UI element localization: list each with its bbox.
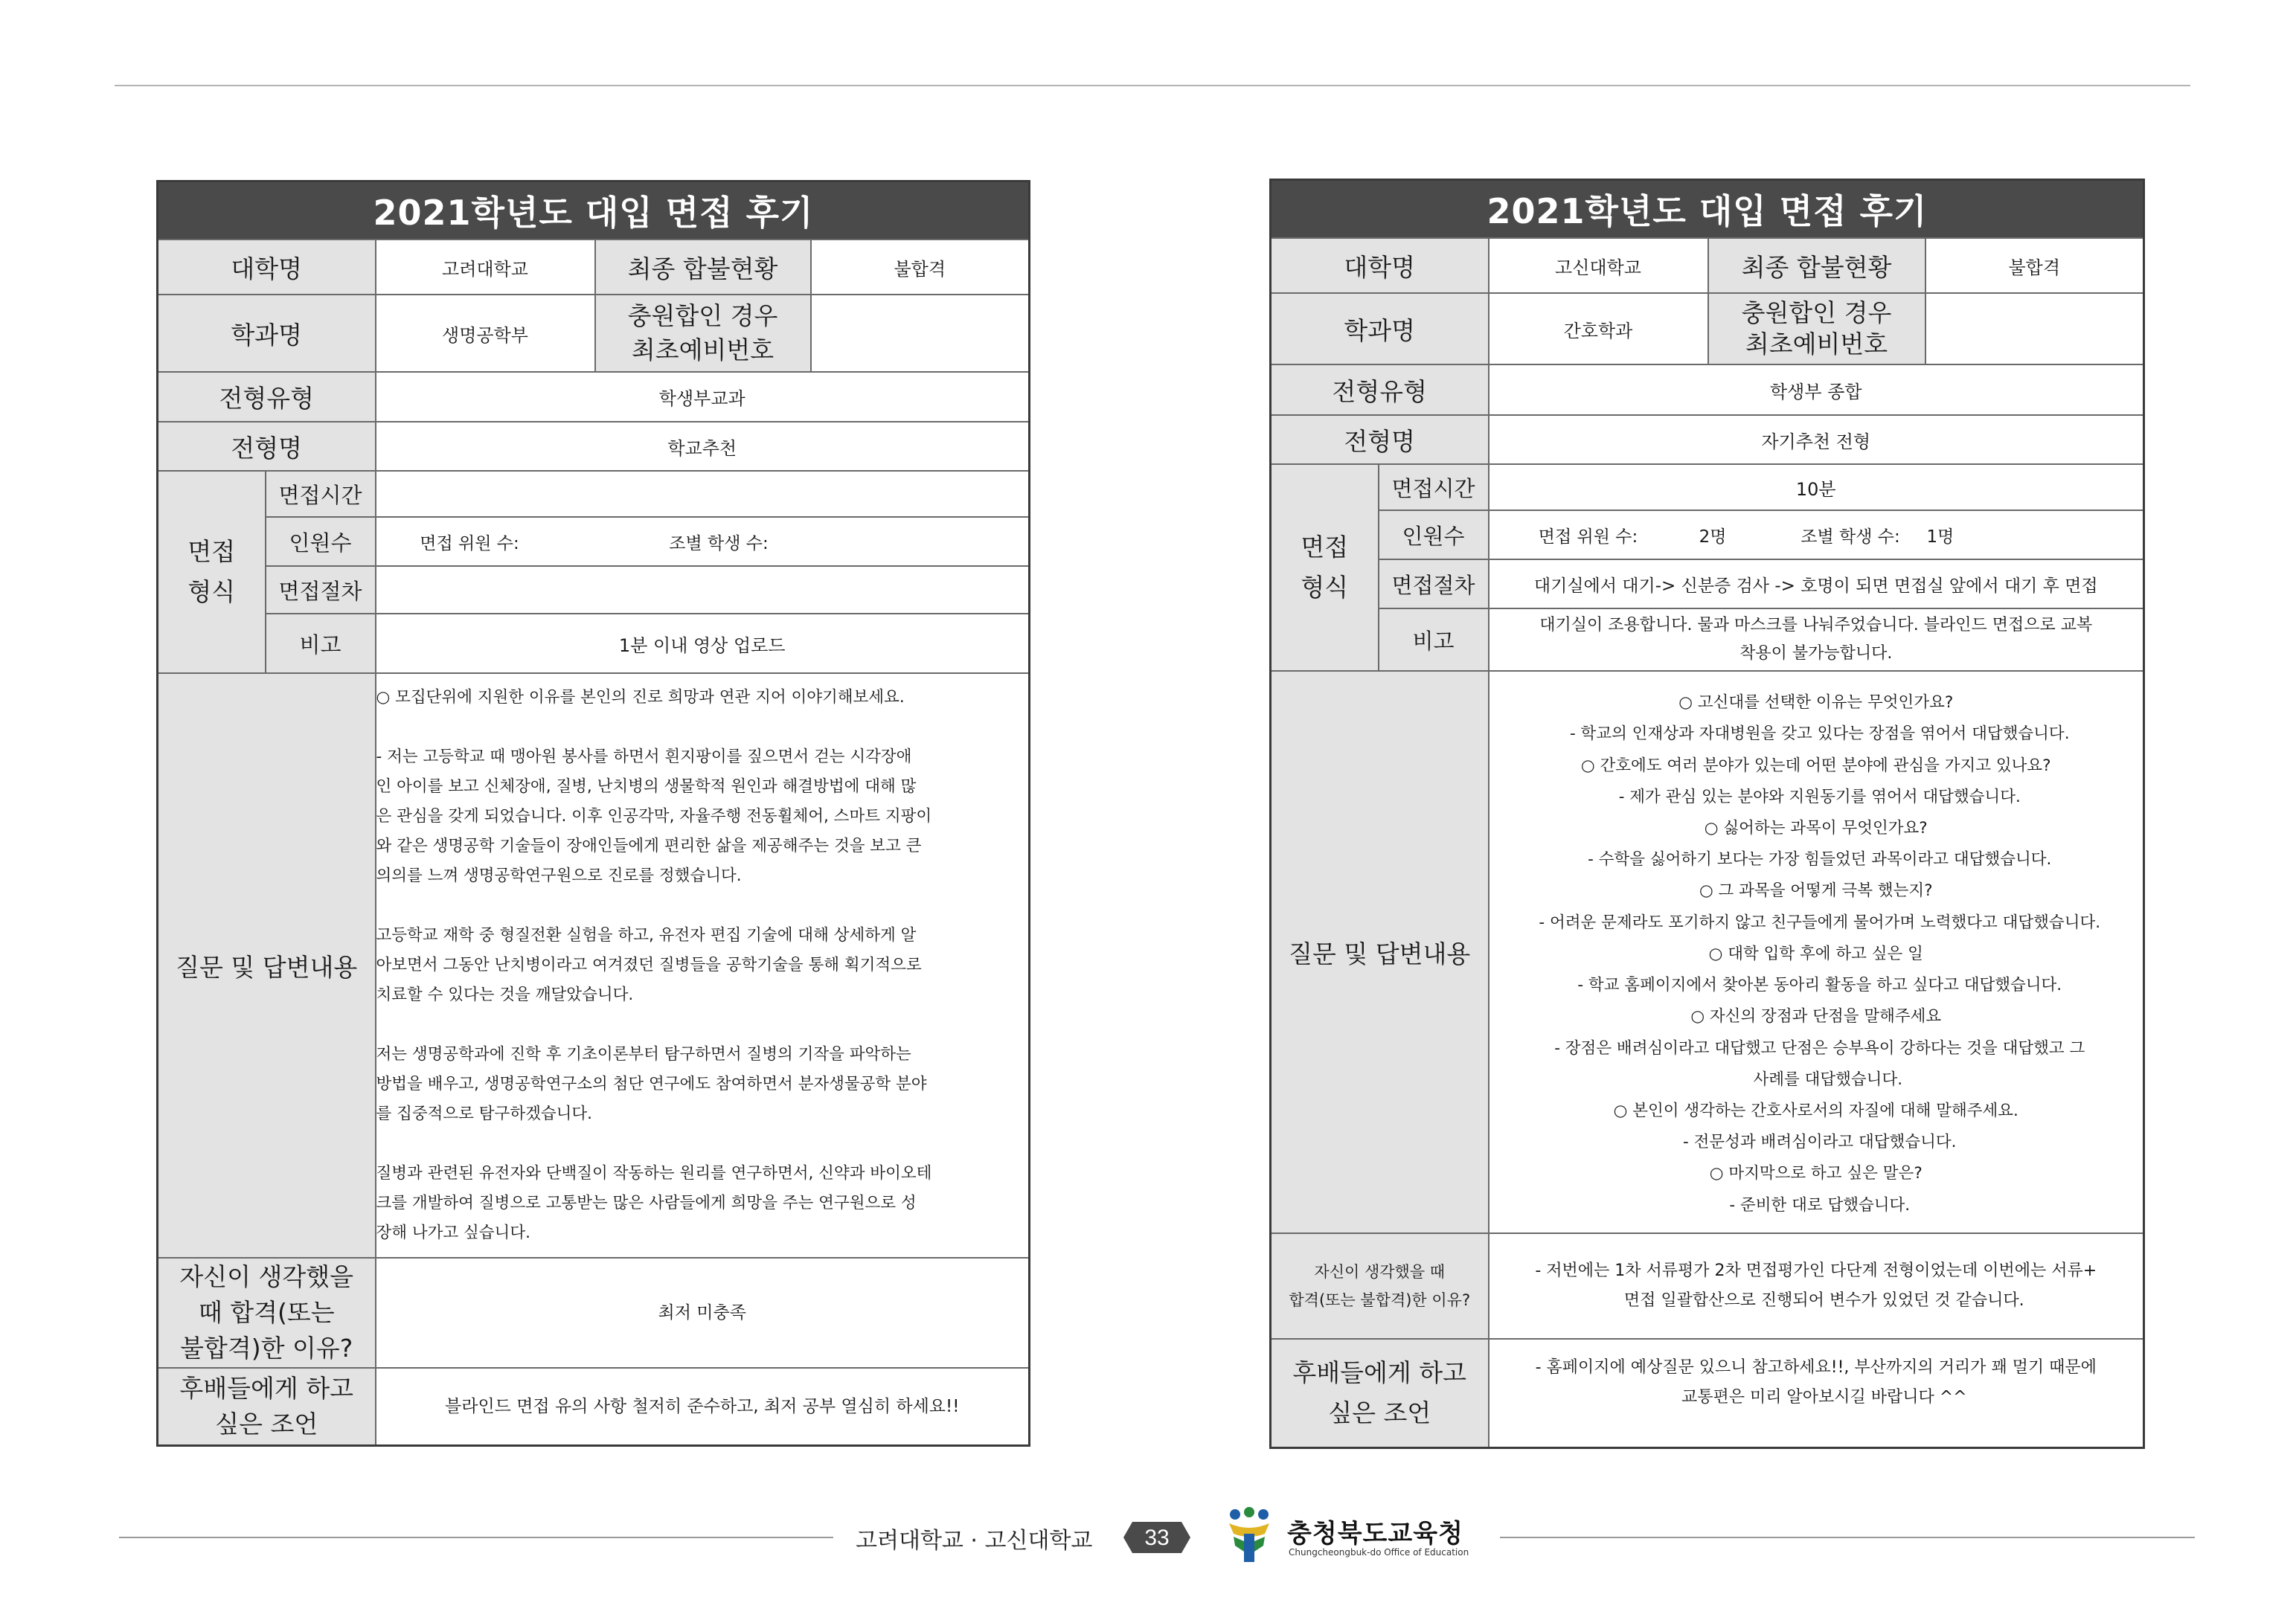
reason-label <box>1271 1233 1489 1339</box>
result-value: 불합격 <box>1925 238 2144 293</box>
name-label: 전형명 <box>158 422 376 471</box>
advice-label <box>1271 1339 1489 1447</box>
reason-label-line3: 불합격)한 이유? <box>180 1334 353 1363</box>
qa-content <box>376 673 1030 1258</box>
advice-label-line2: 싶은 조언 <box>215 1409 318 1439</box>
people-label: 인원수 <box>1379 510 1489 559</box>
education-office-english: Chungcheongbuk-do Office of Education <box>1289 1547 1469 1558</box>
qa-lines <box>376 683 1029 1248</box>
time-value: 10분 <box>1489 464 2144 510</box>
name-value: 자기추천 전형 <box>1489 415 2144 464</box>
qa-line: 방법을 배우고, 생명공학연구소의 첨단 연구에도 참여하면서 분자생물공학 분야 <box>376 1075 927 1093</box>
qa-line: ○ 싫어하는 과목이 무엇인가요? <box>1704 819 1928 838</box>
page-number-badge <box>1123 1519 1190 1556</box>
interview-label-line1: 면접 <box>1301 533 1349 562</box>
qa-content <box>1489 671 2144 1233</box>
reason-label-line1: 자신이 생각했을 때 <box>1314 1263 1446 1281</box>
qa-line: 아보면서 그동안 난치병이라고 여겨졌던 질병들을 공학기술을 통해 획기적으로 <box>376 956 922 974</box>
waitlist-label <box>1708 293 1925 364</box>
time-value <box>376 471 1030 517</box>
reason-label-line2: 때 합격(또는 <box>198 1298 335 1327</box>
qa-line: 의의를 느껴 생명공학연구원으로 진로를 정했습니다. <box>376 867 742 885</box>
interview-label-line2: 형식 <box>1301 573 1349 602</box>
type-label: 전형유형 <box>158 372 376 422</box>
note-label: 비고 <box>1379 608 1489 671</box>
footer-rule-right <box>1500 1537 2195 1538</box>
interviewers-value <box>527 530 661 554</box>
students-value: 1명 <box>1926 527 1955 547</box>
university-value: 고신대학교 <box>1489 238 1708 293</box>
waitlist-label-line1: 충원합인 경우 <box>1741 298 1892 327</box>
education-office-logo-icon <box>1228 1507 1271 1563</box>
students-label: 조별 학생 수: <box>669 533 769 553</box>
qa-line: ○ 고신대를 선택한 이유는 무엇인가요? <box>1678 693 1954 713</box>
interviewers-value: 2명 <box>1699 527 1727 547</box>
qa-line: ○ 그 과목을 어떻게 극복 했는지? <box>1699 881 1933 901</box>
interview-label-line2: 형식 <box>187 577 236 606</box>
qa-line: - 학교 홈페이지에서 찾아본 동아리 활동을 하고 싶다고 대답했습니다. <box>1577 976 2062 995</box>
students-label: 조별 학생 수: <box>1800 527 1900 547</box>
qa-line: 와 같은 생명공학 기술들이 장애인들에게 편리한 삶을 제공해주는 것을 보고 큰 <box>376 837 922 855</box>
qa-line: 인 아이를 보고 신체장애, 질병, 난치병의 생물학적 원인과 해결방법에 대해 많 <box>376 777 917 796</box>
table-title: 2021학년도 대입 면접 후기 <box>1271 180 2144 239</box>
result-label: 최종 합불현황 <box>1708 238 1925 293</box>
people-value <box>1489 510 2144 559</box>
qa-line: 장해 나가고 싶습니다. <box>376 1224 530 1242</box>
reason-line2: 면접 일괄합산으로 진행되어 변수가 있었던 것 같습니다. <box>1623 1291 2024 1310</box>
type-label: 전형유형 <box>1271 364 1489 415</box>
qa-line: ○ 대학 입학 후에 하고 싶은 일 <box>1708 944 1923 963</box>
dept-label: 학과명 <box>158 295 376 372</box>
note-line1: 대기실이 조용합니다. 물과 마스크를 나눠주었습니다. 블라인드 면접으로 교복 <box>1539 616 2093 634</box>
procedure-value <box>376 566 1030 614</box>
dept-label: 학과명 <box>1271 293 1489 364</box>
advice-label-line1: 후배들에게 하고 <box>179 1373 354 1403</box>
qa-label: 질문 및 답변내용 <box>158 673 376 1258</box>
result-label: 최종 합불현황 <box>595 240 811 295</box>
qa-line <box>376 1129 1029 1159</box>
qa-line: ○ 모집단위에 지원한 이유를 본인의 진로 희망과 연관 지어 이야기해보세요. <box>376 688 905 707</box>
name-value: 학교추천 <box>376 422 1030 471</box>
interview-format-label <box>158 471 266 673</box>
advice-line1: - 홈페이지에 예상질문 있으니 참고하세요!!, 부산까지의 거리가 꽤 멀기 때문에 <box>1535 1358 2097 1377</box>
qa-line <box>376 1010 1029 1040</box>
advice-label-line1: 후배들에게 하고 <box>1292 1357 1467 1387</box>
interviewers-label: 면접 위원 수: <box>420 533 519 553</box>
university-value: 고려대학교 <box>376 240 595 295</box>
qa-line: - 제가 관심 있는 분야와 지원동기를 엮어서 대답했습니다. <box>1618 787 2021 806</box>
procedure-label: 면접절차 <box>1379 559 1489 608</box>
people-label: 인원수 <box>266 517 376 566</box>
right-review-table <box>1269 179 2145 1449</box>
advice-value: 블라인드 면접 유의 사항 철저히 준수하고, 최저 공부 열심히 하세요!! <box>376 1368 1030 1445</box>
advice-value <box>1489 1339 2144 1447</box>
waitlist-value <box>1925 293 2144 364</box>
reason-label-line2: 합격(또는 불합격)한 이유? <box>1289 1291 1471 1309</box>
dept-value: 생명공학부 <box>376 295 595 372</box>
university-label: 대학명 <box>1271 238 1489 293</box>
qa-line: - 전문성과 배려심이라고 대답했습니다. <box>1683 1133 1957 1152</box>
qa-line <box>376 713 1029 742</box>
waitlist-label-line2: 최초예비번호 <box>1745 330 1888 359</box>
waitlist-label-line1: 충원합인 경우 <box>627 301 778 330</box>
qa-line: - 장점은 배려심이라고 대답했고 단점은 승부욕이 강하다는 것을 대답했고 그 <box>1554 1038 2085 1058</box>
advice-line2: 교통편은 미리 알아보시길 바랍니다 ^^ <box>1681 1388 1967 1407</box>
footer-schools: 고려대학교 · 고신대학교 <box>856 1528 1093 1554</box>
university-label: 대학명 <box>158 240 376 295</box>
qa-line: ○ 본인이 생각하는 간호사로서의 자질에 대해 말해주세요. <box>1613 1101 2018 1120</box>
qa-line: ○ 마지막으로 하고 싶은 말은? <box>1709 1164 1923 1183</box>
waitlist-value <box>811 295 1030 372</box>
type-value: 학생부교과 <box>376 372 1030 422</box>
reason-label-line1: 자신이 생각했을 <box>179 1262 354 1291</box>
qa-line: - 어려운 문제라도 포기하지 않고 친구들에게 물어가며 노력했다고 대답했습니다. <box>1539 913 2101 932</box>
qa-line: 고등학교 재학 중 형질전환 실험을 하고, 유전자 편집 기술에 대해 상세하게 알 <box>376 926 917 945</box>
qa-line: 치료할 수 있다는 것을 깨달았습니다. <box>376 986 634 1004</box>
qa-line: 크를 개발하여 질병으로 고통받는 많은 사람들에게 희망을 주는 연구원으로 성 <box>376 1194 917 1212</box>
procedure-value: 대기실에서 대기-> 신분증 검사 -> 호명이 되면 면접실 앞에서 대기 후 면접 <box>1489 559 2144 608</box>
interviewers-label: 면접 위원 수: <box>1538 527 1638 547</box>
reason-label <box>158 1258 376 1368</box>
note-value: 1분 이내 영상 업로드 <box>376 614 1030 673</box>
qa-lines <box>1489 687 2143 1221</box>
left-review-table <box>156 180 1030 1447</box>
qa-line: 저는 생명공학과에 진학 후 기초이론부터 탐구하면서 질병의 기작을 파악하는 <box>376 1045 911 1064</box>
education-office-name: 충청북도교육청 <box>1287 1519 1463 1549</box>
qa-line: - 수학을 싫어하기 보다는 가장 힘들었던 과목이라고 대답했습니다. <box>1588 850 2052 870</box>
reason-value: 최저 미충족 <box>376 1258 1030 1368</box>
time-label: 면접시간 <box>1379 464 1489 510</box>
note-label: 비고 <box>266 614 376 673</box>
waitlist-label <box>595 295 811 372</box>
qa-line: 사례를 대답했습니다. <box>1753 1070 1903 1089</box>
qa-line <box>376 891 1029 921</box>
qa-line: 질병과 관련된 유전자와 단백질이 작동하는 원리를 연구하면서, 신약과 바이오테 <box>376 1164 932 1183</box>
dept-value: 간호학과 <box>1489 293 1708 364</box>
reason-value <box>1489 1233 2144 1339</box>
qa-label: 질문 및 답변내용 <box>1271 671 1489 1233</box>
table-title: 2021학년도 대입 면접 후기 <box>158 181 1030 240</box>
name-label: 전형명 <box>1271 415 1489 464</box>
advice-label <box>158 1368 376 1445</box>
time-label: 면접시간 <box>266 471 376 517</box>
waitlist-label-line2: 최초예비번호 <box>631 335 775 364</box>
interview-format-label <box>1271 464 1379 671</box>
qa-line: - 학교의 인재상과 자대병원을 갖고 있다는 장점을 엮어서 대답했습니다. <box>1569 724 2070 744</box>
qa-line: 은 관심을 갖게 되었습니다. 이후 인공각막, 자율주행 전동휠체어, 스마트 지팡이 <box>376 807 932 826</box>
qa-line: ○ 간호에도 여러 분야가 있는데 어떤 분야에 관심을 가지고 있나요? <box>1580 756 2051 775</box>
qa-line: - 준비한 대로 답했습니다. <box>1729 1195 1911 1215</box>
page-number: 33 <box>1144 1526 1170 1550</box>
advice-label-line2: 싶은 조언 <box>1328 1398 1431 1427</box>
result-value: 불합격 <box>811 240 1030 295</box>
note-line2: 착용이 불가능합니다. <box>1739 644 1893 663</box>
qa-line: 를 집중적으로 탐구하겠습니다. <box>376 1105 593 1123</box>
people-value <box>376 517 1030 566</box>
qa-line: ○ 자신의 장점과 단점을 말해주세요 <box>1690 1007 1942 1026</box>
interview-label-line1: 면접 <box>187 537 236 566</box>
qa-line: - 저는 고등학교 때 맹아원 봉사를 하면서 흰지팡이를 짚으면서 걷는 시각장애 <box>376 748 912 766</box>
procedure-label: 면접절차 <box>266 566 376 614</box>
top-divider <box>115 85 2190 86</box>
note-value <box>1489 608 2144 671</box>
type-value: 학생부 종합 <box>1489 364 2144 415</box>
reason-line1: - 저번에는 1차 서류평가 2차 면접평가인 다단계 전형이었는데 이번에는 서류+ <box>1535 1262 2097 1280</box>
footer-rule-left <box>119 1537 833 1538</box>
